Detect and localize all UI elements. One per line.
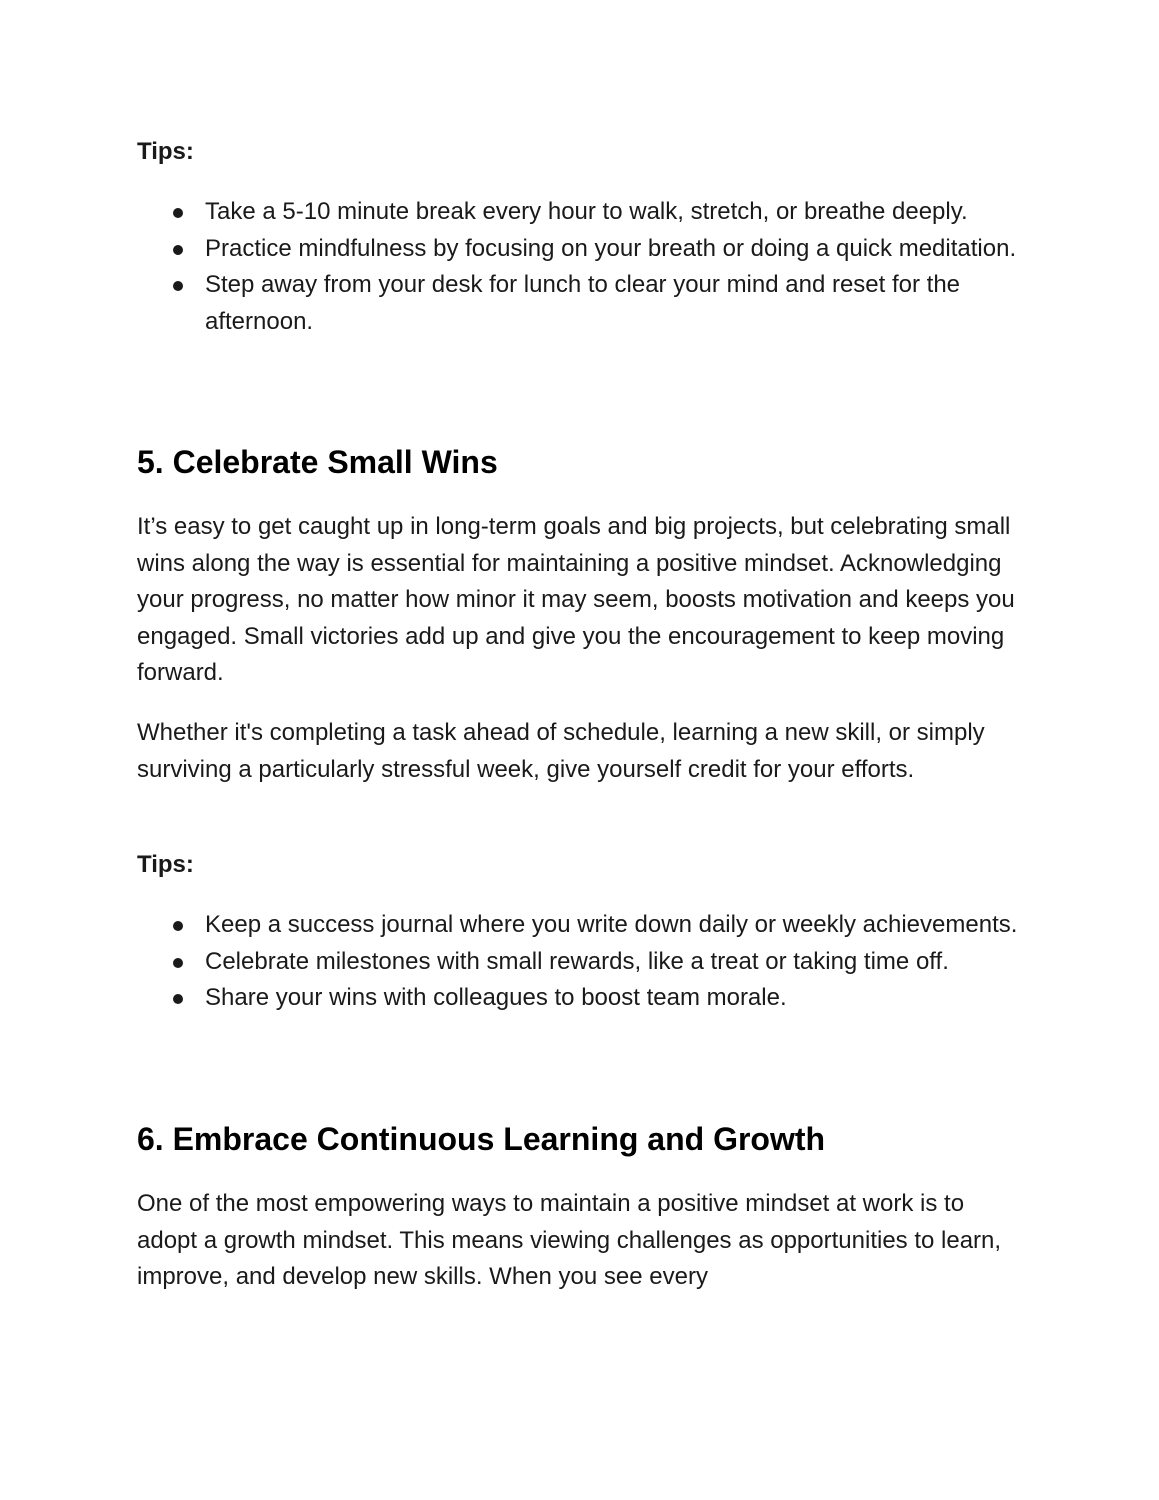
bullet-icon — [173, 245, 183, 255]
list-item-text: Take a 5-10 minute break every hour to walk, stretch, or breathe deeply. — [205, 198, 968, 225]
bullet-icon — [173, 281, 183, 291]
list-item-text: Celebrate milestones with small rewards, like a treat or taking time off. — [205, 947, 949, 975]
tips-list — [137, 907, 1027, 1017]
paragraph: It’s easy to get caught up in long-term goals and big projects, but celebrating small wins along the way is essential for maintaining a positive mindset. Acknowledging your progress, no matter how minor it may seem, boosts motivation and keeps you engaged. Small victories add up and give you the encouragement to keep moving forward. — [137, 513, 1015, 687]
list-item — [137, 944, 1027, 981]
list-item — [137, 231, 1027, 268]
paragraph: One of the most empowering ways to maintain a positive mindset at work is to adopt a growth mindset. This means viewing challenges as opportunities to learn, improve, and develop new skills. When you see every — [137, 1190, 1002, 1291]
list-item — [137, 194, 1027, 231]
section-heading: 6. Embrace Continuous Learning and Growth — [137, 1121, 826, 1157]
tips-label: Tips: — [137, 851, 194, 878]
section-heading: 5. Celebrate Small Wins — [137, 444, 498, 480]
list-item — [137, 980, 1027, 1017]
list-item — [137, 907, 1027, 944]
list-item — [137, 267, 1027, 340]
tips-label: Tips: — [137, 138, 194, 165]
list-item-text: Share your wins with colleagues to boost team morale. — [205, 984, 787, 1012]
tips-list — [137, 194, 1027, 340]
list-item-text: Step away from your desk for lunch to clear your mind and reset for the afternoon. — [205, 271, 961, 335]
list-item-text: Keep a success journal where you write down daily or weekly achievements. — [205, 911, 1018, 938]
bullet-icon — [173, 921, 183, 931]
bullet-icon — [173, 958, 183, 968]
bullet-icon — [173, 994, 183, 1004]
paragraph: Whether it's completing a task ahead of schedule, learning a new skill, or simply surviving a particularly stressful week, give yourself credit for your efforts. — [137, 719, 985, 783]
list-item-text: Practice mindfulness by focusing on your breath or doing a quick meditation. — [205, 234, 1017, 262]
bullet-icon — [173, 208, 183, 218]
